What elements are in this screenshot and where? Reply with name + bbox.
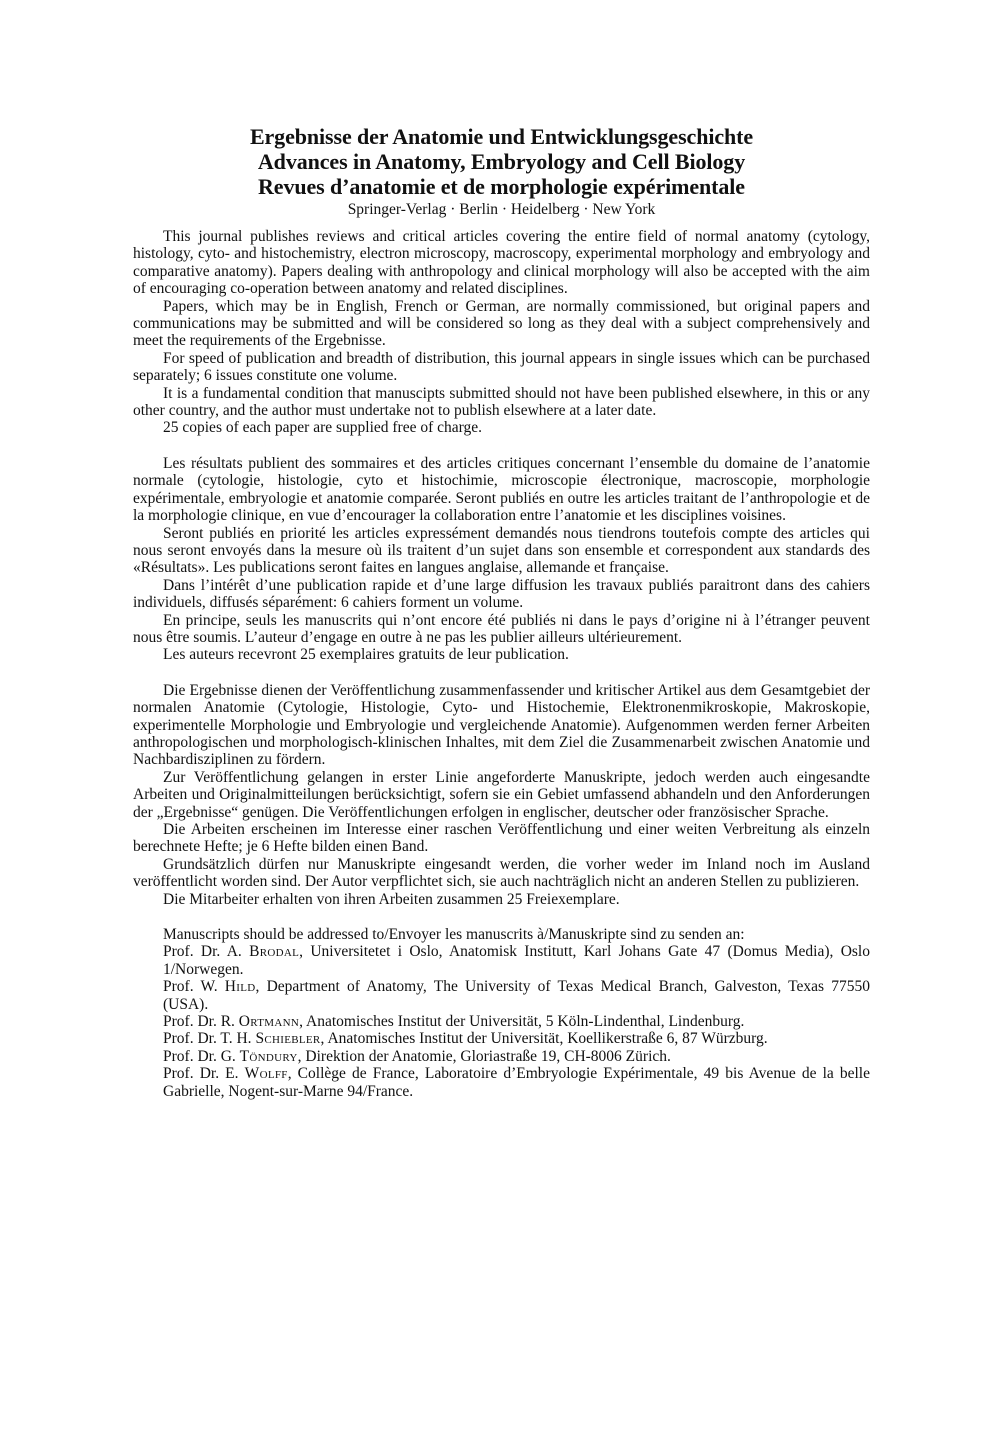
editor-name: Hild	[224, 978, 256, 996]
german-paragraph: Grundsätzlich dürfen nur Manuskripte eingesandt werden, die vorher weder im Inland noch im Ausland veröffentlicht worden sind. Der Autor verpflichtet sich, sie auch nachträglich nicht an anderen Stellen zu publizieren.	[133, 855, 870, 891]
editor-details: , Anatomisches Institut der Universität, 5 Köln-Lindenthal, Lindenburg.	[299, 1013, 745, 1031]
editor-title: Prof. Dr. A.	[163, 943, 242, 961]
german-paragraph: Die Mitarbeiter erhalten von ihren Arbeiten zusammen 25 Freiexemplare.	[163, 890, 620, 908]
editor-details: , Anatomisches Institut der Universität, Koellikerstraße 6, 87 Würzburg.	[320, 1030, 768, 1048]
german-paragraph: Die Arbeiten erscheinen im Interesse einer raschen Veröffentlichung und einer weiten Verbreitung als einzeln berechnete Hefte; je 6 Hefte bilden einen Band.	[133, 821, 870, 856]
german-paragraph: Zur Veröffentlichung gelangen in erster Linie angeforderte Manuskripte, jedoch werden auch eingesandte Arbeiten und Originalmitteilungen berücksichtigt, sofern sie ein Gebiet umfassend abhandeln und den Anforderungen der „Ergebnisse“ genügen. Die Veröffentlichungen erfolgen in englischer, deutscher oder französischer Sprache.	[133, 768, 870, 821]
editor-details: , Universitetet i Oslo, Anatomisk Institutt, Karl Johans Gate 47 (Domus Media), Oslo 1/Norwegen.	[163, 943, 870, 978]
editor-name: Ortmann	[238, 1013, 300, 1031]
title-french: Revues d’anatomie et de morphologie expérimentale	[258, 174, 745, 199]
german-paragraph: Die Ergebnisse dienen der Veröffentlichung zusammenfassender und kritischer Artikel aus dem Gesamtgebiet der normalen Anatomie (Cytologie, Histologie, Cyto- und Histochemie, Elektronenmikroskopie, Makroskopie, experimentelle Morphologie und Embryologie und vergleichende Anatomie). Aufgenommen werden ferner Arbeiten anthropologischen und morphologisch-klinischen Inhaltes, mit dem Ziel die Zusammenarbeit zwischen Anatomie und Nachbardisziplinen zu fördern.	[133, 681, 870, 769]
manuscripts-intro: Manuscripts should be addressed to/Envoyer les manuscrits à/Manuskripte sind zu senden an:	[163, 926, 745, 944]
editor-name: Töndury	[239, 1047, 298, 1065]
editor-name: Wolff	[244, 1065, 288, 1083]
french-paragraph: Les auteurs recevront 25 exemplaires gratuits de leur publication.	[163, 646, 569, 664]
title-english: Advances in Anatomy, Embryology and Cell Biology	[257, 149, 746, 174]
french-paragraph: Dans l’intérêt d’une publication rapide et d’une large diffusion les travaux publiés paraitront dans des cahiers individuels, diffusés séparément: 6 cahiers forment un volume.	[133, 576, 870, 612]
english-section	[133, 228, 870, 437]
editor-address	[133, 1048, 870, 1065]
journal-info-page	[133, 124, 870, 1100]
editor-details: , Collège de France, Laboratoire d’Embryologie Expérimentale, 49 bis Avenue de la belle Gabrielle, Nogent-sur-Marne 94/France.	[163, 1065, 870, 1100]
french-paragraph: En principe, seuls les manuscrits qui n’ont encore été publiés ni dans le pays d’origine ni à l’étranger peuvent nous être soumis. L’auteur d’engage en outre à ne pas les publier ailleurs ultérieurement.	[133, 611, 870, 646]
english-paragraph: 25 copies of each paper are supplied free of charge.	[163, 419, 483, 437]
journal-header	[133, 124, 870, 220]
english-paragraph: For speed of publication and breadth of distribution, this journal appears in single issues which can be purchased separately; 6 issues constitute one volume.	[133, 349, 870, 385]
editor-address	[133, 978, 870, 1013]
publisher-line: Springer-Verlag · Berlin · Heidelberg · New York	[347, 201, 656, 218]
editor-address	[133, 1065, 870, 1100]
editor-title: Prof. W.	[163, 978, 218, 996]
editor-title: Prof. Dr. E.	[163, 1065, 239, 1083]
editor-title: Prof. Dr. R.	[163, 1013, 235, 1031]
editor-name: Brodal	[249, 943, 300, 961]
editor-address	[133, 1013, 870, 1030]
english-paragraph: It is a fundamental condition that manuscipts submitted should not have been published elsewhere, in this or any other country, and the author must undertake not to publish elsewhere at a later date.	[133, 384, 870, 420]
editor-title: Prof. Dr. T. H.	[163, 1030, 252, 1048]
editor-details: , Direktion der Anatomie, Gloriastraße 19, CH-8006 Zürich.	[297, 1047, 671, 1065]
editor-address	[133, 1030, 870, 1047]
editor-title: Prof. Dr. G.	[163, 1047, 236, 1065]
title-german: Ergebnisse der Anatomie und Entwicklungsgeschichte	[249, 124, 754, 149]
editor-address-list	[133, 943, 870, 1100]
french-paragraph: Seront publiés en priorité les articles expressément demandés nous tiendrons toutefois compte des articles qui nous seront envoyés dans la mesure où ils traitent d’un sujet dans son ensemble et correspondent aux standards des «Résultats». Les publications seront faites en langues anglaise, allemande et française.	[133, 524, 870, 577]
french-paragraph: Les résultats publient des sommaires et des articles critiques concernant l’ensemble du domaine de l’anatomie normale (cytologie, histologie, cyto et histochimie, microscopie électronique, macroscopie, morphologie expérimentale, embryologie et anatomie comparée. Seront publiés en outre les articles traitant de l’anthropologie et de la morphologie clinique, en vue d’encourager la collaboration entre l’anatomie et les disciplines voisines.	[133, 454, 870, 525]
english-paragraph: This journal publishes reviews and critical articles covering the entire field of normal anatomy (cytology, histology, cyto- and histochemistry, electron microscopy, macroscopy, experimental morphology and embryology and comparative anatomy). Papers dealing with anthropology and clinical morphology will also be accepted with the aim of encouraging co-operation between anatomy and related disciplines.	[133, 228, 870, 298]
editor-name: Schiebler	[255, 1030, 321, 1048]
manuscripts-section	[133, 926, 870, 1100]
editor-address	[133, 943, 870, 978]
french-section	[133, 455, 870, 664]
german-section	[133, 682, 870, 908]
english-paragraph: Papers, which may be in English, French or German, are normally commissioned, but original papers and communications may be submitted and will be considered so long as they deal with a subject comprehensively and meet the requirements of the Ergebnisse.	[133, 297, 870, 350]
editor-details: , Department of Anatomy, The University of Texas Medical Branch, Galveston, Texas 77550 (USA).	[163, 978, 871, 1013]
